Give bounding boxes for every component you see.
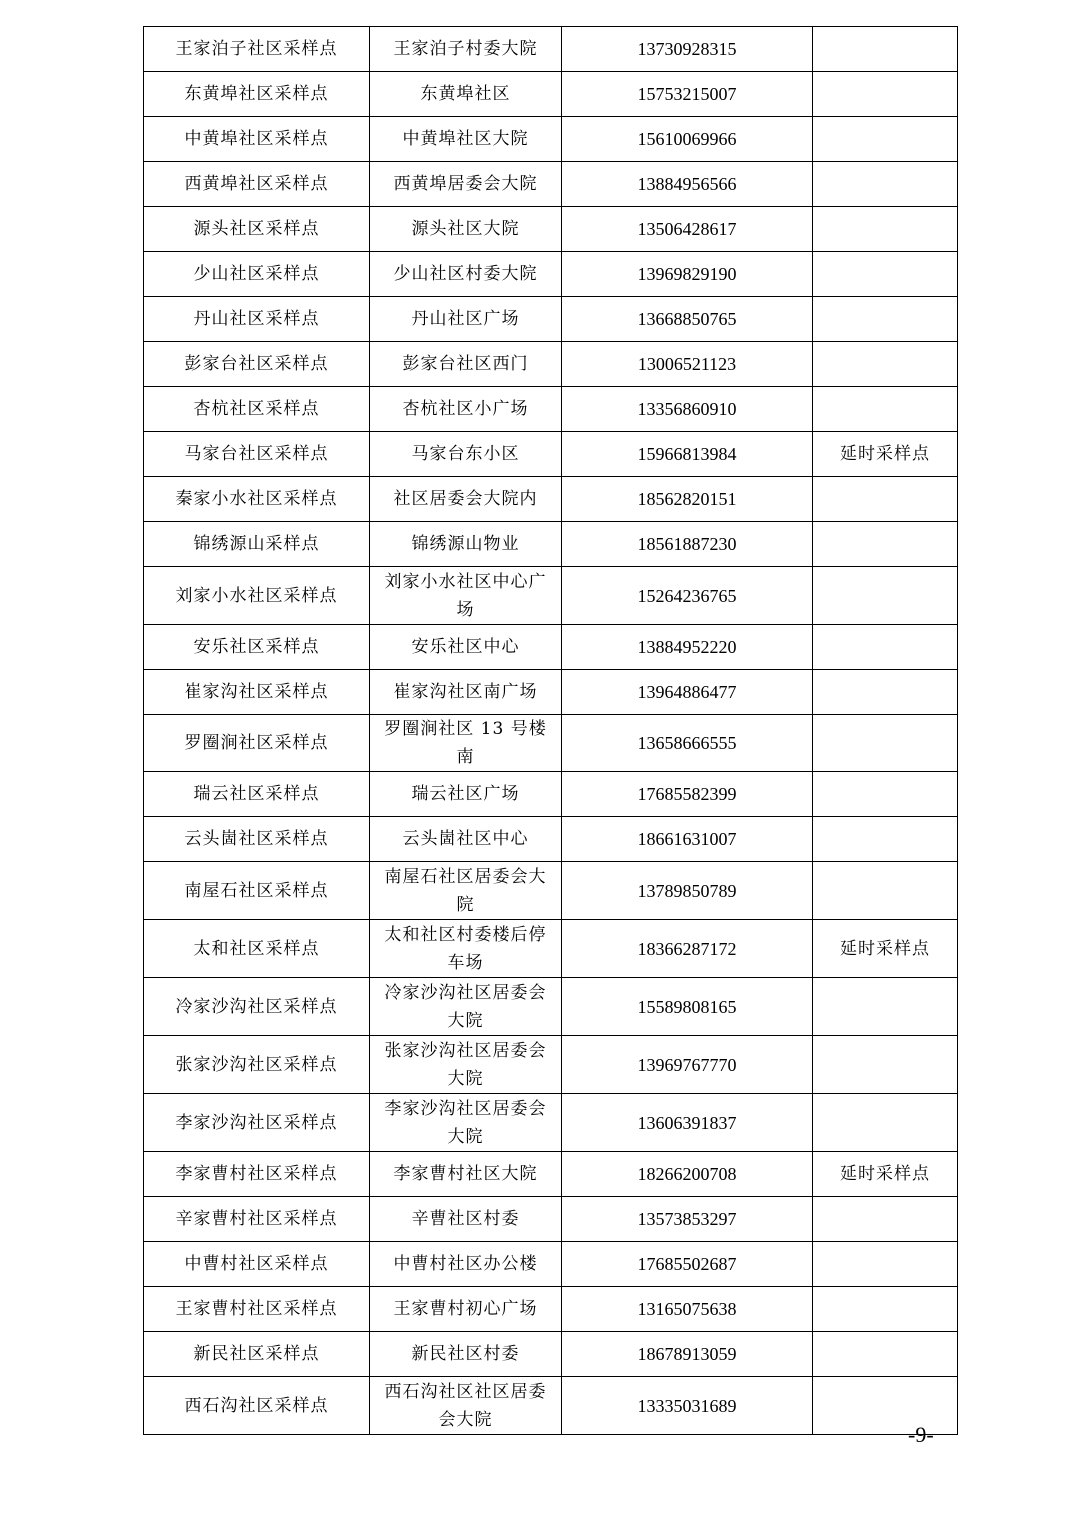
- site-location-cell: 张家沙沟社区居委会大院: [370, 1036, 562, 1094]
- site-name-cell: 王家泊子社区采样点: [144, 27, 370, 72]
- site-name-cell: 源头社区采样点: [144, 207, 370, 252]
- contact-phone-cell: 13884956566: [562, 162, 813, 207]
- contact-phone-cell: 18266200708: [562, 1152, 813, 1197]
- contact-phone-cell: 13668850765: [562, 297, 813, 342]
- site-location-cell: 源头社区大院: [370, 207, 562, 252]
- note-cell: [813, 567, 958, 625]
- contact-phone-cell: 13658666555: [562, 715, 813, 772]
- contact-phone-cell: 13506428617: [562, 207, 813, 252]
- note-cell: [813, 1332, 958, 1377]
- site-name-cell: 杏杭社区采样点: [144, 387, 370, 432]
- site-location-cell: 锦绣源山物业: [370, 522, 562, 567]
- table-row: [144, 625, 958, 670]
- site-name-cell: 中曹村社区采样点: [144, 1242, 370, 1287]
- note-cell: [813, 252, 958, 297]
- table-row: [144, 387, 958, 432]
- site-name-cell: 瑞云社区采样点: [144, 772, 370, 817]
- note-cell: [813, 862, 958, 920]
- site-name-cell: 中黄埠社区采样点: [144, 117, 370, 162]
- note-cell: [813, 207, 958, 252]
- table-row: [144, 1152, 958, 1197]
- table-row: [144, 252, 958, 297]
- contact-phone-cell: 13165075638: [562, 1287, 813, 1332]
- site-location-cell: 李家曹村社区大院: [370, 1152, 562, 1197]
- site-name-cell: 少山社区采样点: [144, 252, 370, 297]
- note-cell: [813, 1197, 958, 1242]
- site-name-cell: 秦家小水社区采样点: [144, 477, 370, 522]
- site-name-cell: 丹山社区采样点: [144, 297, 370, 342]
- contact-phone-cell: 13606391837: [562, 1094, 813, 1152]
- note-cell: [813, 625, 958, 670]
- site-location-cell: 李家沙沟社区居委会大院: [370, 1094, 562, 1152]
- contact-phone-cell: 13969767770: [562, 1036, 813, 1094]
- site-location-cell: 中曹村社区办公楼: [370, 1242, 562, 1287]
- site-name-cell: 东黄埠社区采样点: [144, 72, 370, 117]
- table-row: [144, 1197, 958, 1242]
- site-location-cell: 太和社区村委楼后停车场: [370, 920, 562, 978]
- table-row: [144, 567, 958, 625]
- sampling-sites-table: [143, 26, 958, 1435]
- table-row: [144, 72, 958, 117]
- sampling-sites-table-container: [143, 26, 957, 1435]
- table-row: [144, 162, 958, 207]
- site-name-cell: 王家曹村社区采样点: [144, 1287, 370, 1332]
- contact-phone-cell: 18661631007: [562, 817, 813, 862]
- site-name-cell: 西石沟社区采样点: [144, 1377, 370, 1435]
- note-cell: [813, 162, 958, 207]
- table-row: [144, 670, 958, 715]
- site-location-cell: 南屋石社区居委会大院: [370, 862, 562, 920]
- note-cell: 延时采样点: [813, 1152, 958, 1197]
- site-location-cell: 王家泊子村委大院: [370, 27, 562, 72]
- note-cell: [813, 817, 958, 862]
- contact-phone-cell: 15610069966: [562, 117, 813, 162]
- site-name-cell: 太和社区采样点: [144, 920, 370, 978]
- note-cell: [813, 1287, 958, 1332]
- note-cell: [813, 978, 958, 1036]
- site-location-cell: 王家曹村初心广场: [370, 1287, 562, 1332]
- site-name-cell: 马家台社区采样点: [144, 432, 370, 477]
- site-location-cell: 刘家小水社区中心广场: [370, 567, 562, 625]
- note-cell: [813, 297, 958, 342]
- site-location-cell: 安乐社区中心: [370, 625, 562, 670]
- contact-phone-cell: 15966813984: [562, 432, 813, 477]
- site-location-cell: 西黄埠居委会大院: [370, 162, 562, 207]
- site-name-cell: 彭家台社区采样点: [144, 342, 370, 387]
- contact-phone-cell: 13884952220: [562, 625, 813, 670]
- note-cell: [813, 715, 958, 772]
- site-location-cell: 崔家沟社区南广场: [370, 670, 562, 715]
- site-name-cell: 南屋石社区采样点: [144, 862, 370, 920]
- site-name-cell: 云头崮社区采样点: [144, 817, 370, 862]
- site-name-cell: 李家沙沟社区采样点: [144, 1094, 370, 1152]
- site-location-cell: 彭家台社区西门: [370, 342, 562, 387]
- page-number: -9-: [908, 1422, 934, 1447]
- table-row: [144, 1094, 958, 1152]
- site-name-cell: 罗圈涧社区采样点: [144, 715, 370, 772]
- contact-phone-cell: 13006521123: [562, 342, 813, 387]
- note-cell: [813, 1094, 958, 1152]
- table-row: [144, 862, 958, 920]
- note-cell: [813, 27, 958, 72]
- site-name-cell: 新民社区采样点: [144, 1332, 370, 1377]
- site-location-cell: 瑞云社区广场: [370, 772, 562, 817]
- contact-phone-cell: 13789850789: [562, 862, 813, 920]
- contact-phone-cell: 18562820151: [562, 477, 813, 522]
- site-location-cell: 新民社区村委: [370, 1332, 562, 1377]
- site-name-cell: 西黄埠社区采样点: [144, 162, 370, 207]
- note-cell: [813, 117, 958, 162]
- note-cell: [813, 342, 958, 387]
- site-location-cell: 罗圈涧社区 13 号楼南: [370, 715, 562, 772]
- note-cell: [813, 1036, 958, 1094]
- contact-phone-cell: 13356860910: [562, 387, 813, 432]
- table-row: [144, 715, 958, 772]
- site-name-cell: 冷家沙沟社区采样点: [144, 978, 370, 1036]
- site-name-cell: 李家曹村社区采样点: [144, 1152, 370, 1197]
- table-row: [144, 920, 958, 978]
- note-cell: 延时采样点: [813, 920, 958, 978]
- contact-phone-cell: 18561887230: [562, 522, 813, 567]
- note-cell: [813, 387, 958, 432]
- note-cell: [813, 670, 958, 715]
- site-name-cell: 张家沙沟社区采样点: [144, 1036, 370, 1094]
- site-name-cell: 锦绣源山采样点: [144, 522, 370, 567]
- table-row: [144, 117, 958, 162]
- table-row: [144, 342, 958, 387]
- contact-phone-cell: 15589808165: [562, 978, 813, 1036]
- table-row: [144, 1242, 958, 1287]
- table-row: [144, 27, 958, 72]
- note-cell: [813, 522, 958, 567]
- site-location-cell: 丹山社区广场: [370, 297, 562, 342]
- note-cell: [813, 477, 958, 522]
- contact-phone-cell: 13335031689: [562, 1377, 813, 1435]
- note-cell: [813, 1242, 958, 1287]
- note-cell: [813, 1377, 958, 1435]
- note-cell: [813, 72, 958, 117]
- site-name-cell: 刘家小水社区采样点: [144, 567, 370, 625]
- site-name-cell: 辛家曹村社区采样点: [144, 1197, 370, 1242]
- table-row: [144, 1332, 958, 1377]
- table-row: [144, 1377, 958, 1435]
- table-row: [144, 297, 958, 342]
- site-name-cell: 安乐社区采样点: [144, 625, 370, 670]
- site-location-cell: 马家台东小区: [370, 432, 562, 477]
- table-row: [144, 817, 958, 862]
- table-row: [144, 978, 958, 1036]
- contact-phone-cell: 17685582399: [562, 772, 813, 817]
- table-row: [144, 772, 958, 817]
- site-location-cell: 少山社区村委大院: [370, 252, 562, 297]
- contact-phone-cell: 13969829190: [562, 252, 813, 297]
- site-location-cell: 西石沟社区社区居委会大院: [370, 1377, 562, 1435]
- table-row: [144, 207, 958, 252]
- site-location-cell: 中黄埠社区大院: [370, 117, 562, 162]
- contact-phone-cell: 18678913059: [562, 1332, 813, 1377]
- table-row: [144, 1287, 958, 1332]
- contact-phone-cell: 17685502687: [562, 1242, 813, 1287]
- contact-phone-cell: 13964886477: [562, 670, 813, 715]
- contact-phone-cell: 15264236765: [562, 567, 813, 625]
- table-row: [144, 1036, 958, 1094]
- contact-phone-cell: 13730928315: [562, 27, 813, 72]
- site-location-cell: 东黄埠社区: [370, 72, 562, 117]
- site-name-cell: 崔家沟社区采样点: [144, 670, 370, 715]
- note-cell: 延时采样点: [813, 432, 958, 477]
- site-location-cell: 辛曹社区村委: [370, 1197, 562, 1242]
- site-location-cell: 冷家沙沟社区居委会大院: [370, 978, 562, 1036]
- site-location-cell: 云头崮社区中心: [370, 817, 562, 862]
- note-cell: [813, 772, 958, 817]
- contact-phone-cell: 15753215007: [562, 72, 813, 117]
- site-location-cell: 杏杭社区小广场: [370, 387, 562, 432]
- table-row: [144, 522, 958, 567]
- contact-phone-cell: 13573853297: [562, 1197, 813, 1242]
- site-location-cell: 社区居委会大院内: [370, 477, 562, 522]
- contact-phone-cell: 18366287172: [562, 920, 813, 978]
- table-row: [144, 477, 958, 522]
- table-row: [144, 432, 958, 477]
